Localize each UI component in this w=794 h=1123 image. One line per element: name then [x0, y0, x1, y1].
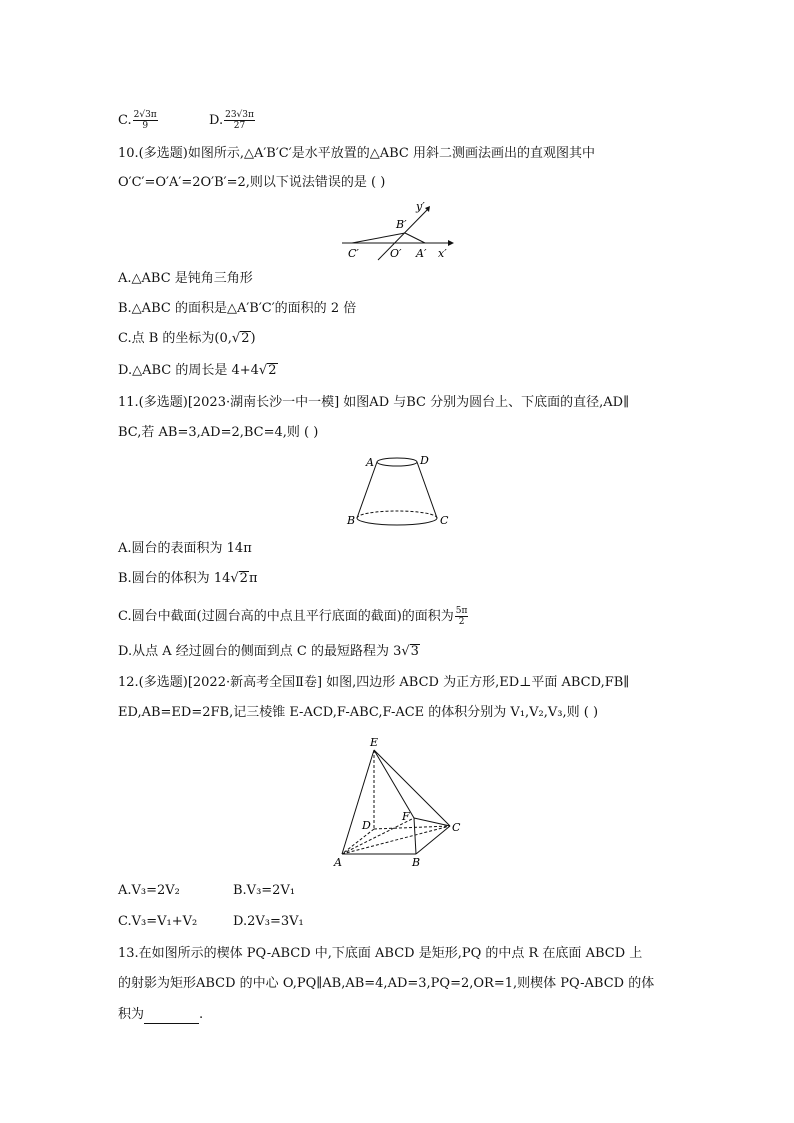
q10-edge-ba	[405, 233, 425, 243]
q12-stem-line2: ED,AB=ED=2FB,记三棱锥 E-ACD,F-ABC,F-ACE 的体积分别为 V₁,V₂,V₃,则 ( )	[118, 705, 599, 720]
q11-label-a: A	[366, 456, 374, 469]
q11-option-a: A.圆台的表面积为 14π	[118, 541, 252, 556]
q11-label-b: B	[347, 514, 356, 527]
q13-answer-blank[interactable]	[144, 1011, 199, 1024]
q12-label-a: A	[334, 856, 342, 869]
q10-label-b: B′	[396, 218, 407, 231]
q13-stem-line1: 13.在如图所示的楔体 PQ-ABCD 中,下底面 ABCD 是矩形,PQ 的中点 R 在底面 ABCD 上	[118, 946, 643, 961]
q10-edge-cb	[352, 233, 405, 243]
q12-edge-bc	[416, 826, 450, 854]
q12-label-d: D	[362, 819, 371, 832]
q11-option-b-text: B.圆台的体积为 14	[118, 571, 231, 586]
q11-edge-ab	[357, 462, 377, 518]
radical-sign: √	[231, 331, 241, 346]
q13-stem-text: 积为	[118, 1007, 145, 1022]
q9-option-c-denominator: 9	[142, 121, 149, 131]
q12-option-a: A.V₃=2V₂	[118, 883, 180, 898]
q9-option-c-fraction	[133, 110, 158, 131]
q13-stem-line2: 的射影为矩形ABCD 的中心 O,PQ∥AB,AB=4,AD=3,PQ=2,OR=1,则楔体 PQ-ABCD 的体	[118, 976, 655, 991]
q10-label-o: O′	[390, 247, 402, 260]
q12-option-b: B.V₃=2V₁	[233, 883, 296, 898]
q9-option-c-label: C.	[118, 113, 132, 128]
q11-frustum-figure	[340, 448, 460, 530]
q10-option-d	[118, 362, 278, 380]
q13-stem-period: .	[199, 1007, 204, 1022]
q11-stem-line2: BC,若 AB=3,AD=2,BC=4,则 ( )	[118, 425, 319, 440]
q10-option-d-radicand: 2	[268, 363, 277, 378]
radical-sign: √	[230, 571, 239, 586]
q10-option-c-close: )	[250, 331, 256, 346]
q10-stem-line2: O′C′=O′A′=2O′B′=2,则以下说法错误的是 ( )	[118, 175, 386, 190]
q11-stem-line1: 11.(多选题)[2023·湖南长沙一中一模] 如图AD 与BC 分别为圆台上、下底面的直径,AD∥	[118, 395, 630, 410]
q11-top-ellipse	[377, 458, 417, 466]
q11-option-d	[118, 643, 420, 661]
q10-figure	[330, 196, 470, 266]
q12-edge-fb	[414, 818, 416, 854]
q11-option-c-text: C.圆台中截面(过圆台高的中点且平行底面的截面)的面积为	[118, 609, 454, 624]
q10-stem-line1: 10.(多选题)如图所示,△A′B′C′是水平放置的△ABC 用斜二测画法画出的直观图其中	[118, 146, 595, 161]
q12-label-c: C	[452, 821, 461, 834]
q11-label-c: C	[440, 514, 449, 527]
q12-label-e: E	[370, 736, 379, 749]
q10-option-c	[118, 330, 256, 348]
q12-options-row1	[118, 882, 295, 900]
q9-option-d-fraction	[224, 110, 255, 131]
q11-option-b	[118, 570, 258, 588]
radical-sign: √	[401, 644, 410, 659]
q11-option-b-radicand: 2	[239, 571, 248, 586]
q11-label-d: D	[420, 454, 429, 467]
q9-options	[118, 110, 256, 131]
q10-option-d-text: D.△ABC 的周长是 4+4	[118, 363, 259, 378]
q12-stem-line1: 12.(多选题)[2022·新高考全国Ⅱ卷] 如图,四边形 ABCD 为正方形,ED⊥平面 ABCD,FB∥	[118, 675, 630, 690]
q9-option-d-numerator: 23√3π	[225, 110, 254, 120]
q10-label-y: y′	[416, 200, 425, 213]
q11-edge-dc	[417, 462, 437, 518]
q12-option-d: D.2V₃=3V₁	[233, 914, 304, 929]
q12-edge-af-hidden	[342, 818, 414, 854]
q11-bottom-ellipse-front	[357, 518, 437, 525]
q11-option-c	[118, 606, 469, 627]
q12-label-b: B	[412, 856, 421, 869]
q11-option-b-pi: π	[248, 571, 258, 586]
q10-option-c-text: C.点 B 的坐标为(0,	[118, 331, 232, 346]
q11-bottom-ellipse-back	[357, 511, 437, 518]
q12-edge-dc-hidden	[374, 826, 450, 829]
q9-option-d-label: D.	[209, 113, 224, 128]
q12-edge-ac-hidden	[342, 826, 450, 854]
q9-option-c-numerator: 2√3π	[133, 110, 157, 120]
q10-option-b: B.△ABC 的面积是△A′B′C′的面积的 2 倍	[118, 301, 357, 316]
q12-label-f: F	[402, 810, 410, 823]
q12-options-row2	[118, 913, 304, 931]
q11-option-d-text: D.从点 A 经过圆台的侧面到点 C 的最短路程为 3	[118, 644, 402, 659]
q10-x-arrow	[448, 240, 454, 246]
q11-option-c-denominator: 2	[458, 617, 465, 627]
q12-edge-fc	[414, 818, 450, 826]
q10-label-x: x′	[438, 247, 447, 260]
q10-option-a: A.△ABC 是钝角三角形	[118, 271, 253, 286]
q11-option-c-fraction	[455, 606, 469, 627]
q10-label-a: A′	[416, 247, 427, 260]
q11-option-c-numerator: 5π	[455, 606, 468, 616]
q11-option-d-radicand: 3	[410, 644, 419, 659]
q12-solid-figure	[328, 734, 468, 874]
q12-edge-ea	[342, 750, 374, 854]
q10-option-c-radicand: 2	[241, 331, 250, 346]
q12-option-c: C.V₃=V₁+V₂	[118, 914, 198, 929]
q13-stem-line3	[118, 1006, 203, 1024]
q10-label-c: C′	[348, 247, 359, 260]
q9-option-d-denominator: 27	[233, 121, 246, 131]
radical-sign: √	[258, 363, 268, 378]
